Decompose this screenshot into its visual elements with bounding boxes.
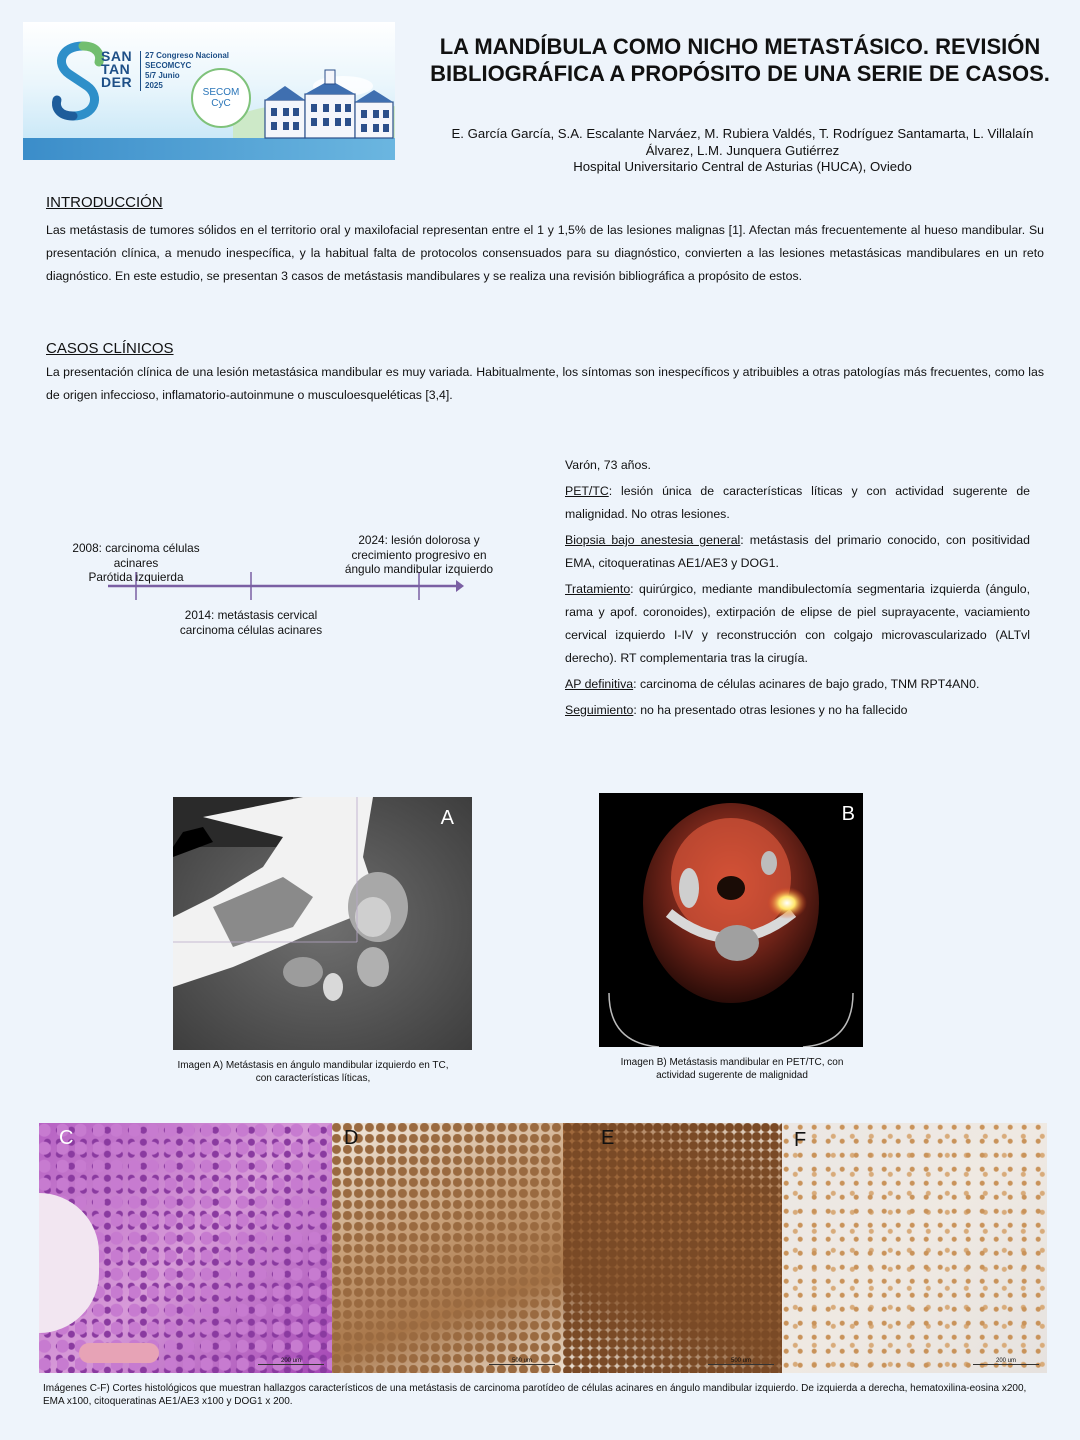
petct-scan-illustration (599, 793, 863, 1047)
figure-d-ema-stain (332, 1123, 563, 1373)
cases-heading: CASOS CLÍNICOS (46, 340, 174, 357)
figure-b-letter: B (841, 803, 855, 825)
figure-b-caption: Imagen B) Metástasis mandibular en PET/TC, con actividad sugerente de malignidad (620, 1057, 844, 1081)
followup-item: Seguimiento: no ha presentado otras lesiones y no ha fallecido (565, 703, 908, 717)
authors-block (430, 126, 1055, 176)
histology-caption: Imágenes C-F) Cortes histológicos que muestran hallazgos característicos de una metástasis de carcinoma parotídeo de células acinares en ángulo mandibular izquierdo. De izquierda a derecha, hematoxilina-eosina x200, EMA x100, citoqueratinas AE1/AE3 x100 y DOG1 x 200. (43, 1383, 1027, 1407)
congress-banner (23, 22, 395, 160)
timeline-event-2014: 2014: metástasis cervical carcinoma células acinares (179, 608, 323, 637)
figure-f-scale-bar: 200 um (973, 1358, 1039, 1365)
intro-text: Las metástasis de tumores sólidos en el territorio oral y maxilofacial representan entre el 1 y 1,5% de las lesiones malignas [1]. Afectan más frecuentemente al hueso mandibular. Su presentación clínica, a menudo inespecífica, y la habitual falta de protocolos consensuados para su diagnóstico, convierten a las lesiones metastásicas mandibulares en un reto diagnóstico. En este estudio, se presentan 3 casos de metástasis mandibulares y se realiza una revisión bibliográfica a propósito de estos. (46, 223, 1044, 283)
intro-heading: INTRODUCCIÓN (46, 194, 163, 211)
figure-c-scale-bar: 200 um (258, 1358, 324, 1365)
ct-scan-illustration (173, 797, 472, 1050)
figure-b-petct-image (599, 793, 863, 1047)
poster-title: LA MANDÍBULA COMO NICHO METASTÁSICO. REVISIÓN BIBLIOGRÁFICA A PROPÓSITO DE UNA SERIE DE CASOS. (430, 34, 1050, 86)
figure-c-letter: C (59, 1127, 74, 1149)
figure-c-he-stain (39, 1123, 332, 1373)
figure-f-letter: F (794, 1129, 807, 1151)
clinical-timeline (60, 525, 530, 645)
authors-list: E. García García, S.A. Escalante Narváez, M. Rubiera Valdés, T. Rodríguez Santamarta, L. Villalaín Álvarez, L.M. Junquera Gutiérrez (451, 126, 1034, 158)
figure-d-letter: D (344, 1127, 359, 1149)
case-details (565, 454, 1030, 725)
figure-e-cytokeratin-stain (563, 1123, 782, 1373)
timeline-event-2024: 2024: lesión dolorosa y crecimiento progresivo en ángulo mandibular izquierdo (344, 533, 494, 576)
pet-item: PET/TC: lesión única de características líticas y con actividad sugerente de malignidad. No otras lesiones. (565, 484, 1030, 521)
timeline-event-2008: 2008: carcinoma células acinares Parótida izquierda (72, 541, 200, 584)
patient-info: Varón, 73 años. (565, 458, 651, 472)
figure-f-dog1-stain (782, 1123, 1047, 1373)
figure-e-scale-bar: 500 um (708, 1358, 774, 1365)
secomcyc-seal: SECOM CyC (191, 68, 251, 128)
building-illustration-icon (263, 66, 395, 140)
biopsy-item: Biopsia bajo anestesia general: metástasis del primario conocido, con positividad EMA, citoqueratinas AE1/AE3 y DOG1. (565, 533, 1030, 570)
pathology-item: AP definitiva: carcinoma de células acinares de bajo grado, TNM RPT4AN0. (565, 677, 980, 691)
treatment-item: Tratamiento: quirúrgico, mediante mandibulectomía segmentaria izquierda (ángulo, rama y apof. coronoides), extirpación de elipse de piel suprayacente, vaciamiento cervical izquierdo I-IV y reconstrucción con colgajo microvascularizado (ALTvl derecho). RT complementaria tras la cirugía. (565, 582, 1030, 665)
institution: Hospital Universitario Central de Asturias (HUCA), Oviedo (573, 159, 912, 174)
figure-a-ct-image (173, 797, 472, 1050)
figure-a-letter: A (440, 807, 454, 829)
figure-d-scale-bar: 500 um (489, 1358, 555, 1365)
figure-e-letter: E (601, 1127, 615, 1149)
congress-info: 27 Congreso Nacional SECOMCYC 5/7 Junio 2025 (140, 51, 229, 91)
figure-a-caption: Imagen A) Metástasis en ángulo mandibular izquierdo en TC, con características líticas, (177, 1060, 449, 1084)
santander-logo-text: SAN TAN DER (101, 48, 133, 90)
cases-text: La presentación clínica de una lesión metastásica mandibular es muy variada. Habitualmente, los síntomas son inespecíficos y atribuibles a otras patologías más frecuentes, como las de origen infeccioso, inflamatorio-autoinmune o musculoesqueléticas [3,4]. (46, 365, 1044, 402)
